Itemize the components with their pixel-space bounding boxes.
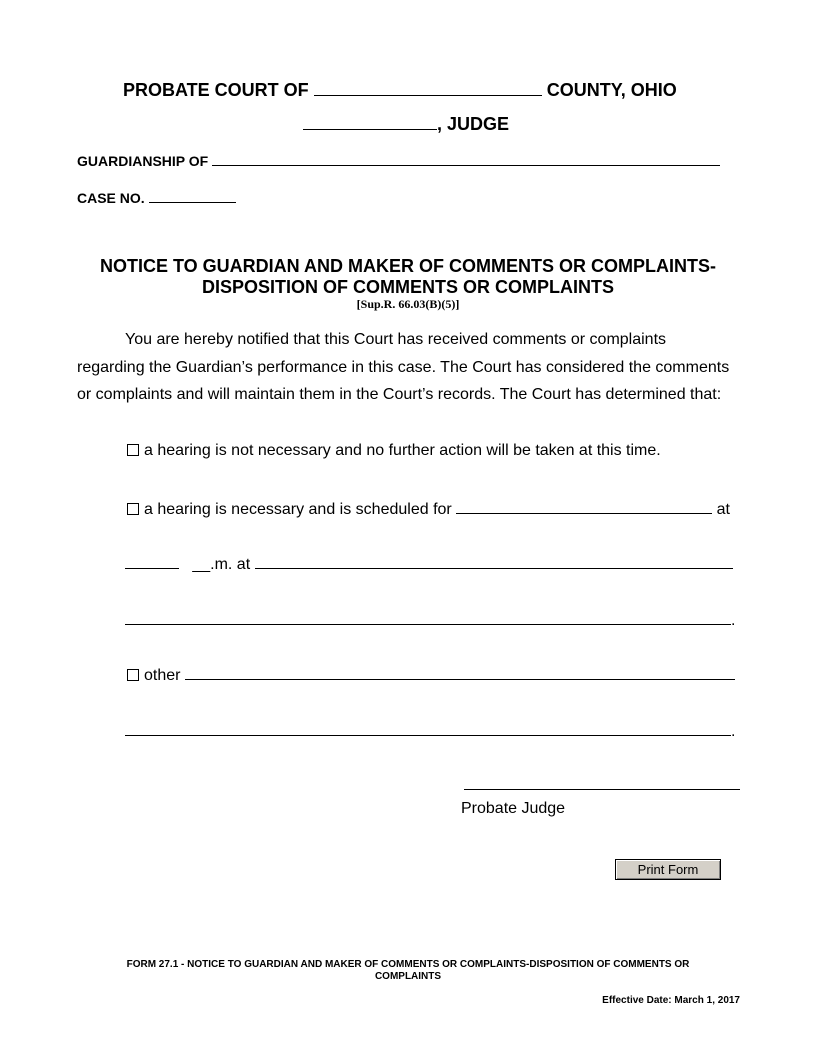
- other-line-2: [125, 719, 735, 741]
- court-suffix: COUNTY, OHIO: [546, 80, 677, 100]
- time-suffix: __.m. at: [192, 556, 251, 573]
- footer-form-line-2: COMPLAINTS: [374, 971, 442, 982]
- body-line-2: regarding the Guardian’s performance in this case. The Court has considered the comments: [77, 359, 730, 376]
- county-field[interactable]: [314, 77, 542, 96]
- hearing-checkbox[interactable]: [127, 503, 139, 515]
- guardianship-line: [77, 151, 720, 169]
- signature-label: Probate Judge: [461, 800, 566, 817]
- body-line-3: or complaints and will maintain them in the Court’s records. The Court has determined that:: [77, 386, 722, 403]
- other-field-2[interactable]: [125, 719, 731, 736]
- option-no-hearing: [127, 442, 661, 460]
- other-checkbox[interactable]: [127, 669, 139, 681]
- location-line-2: [125, 608, 735, 630]
- hearing-location-field-2[interactable]: [125, 608, 731, 625]
- footer-form-line-1: FORM 27.1 - NOTICE TO GUARDIAN AND MAKER OF COMMENTS OR COMPLAINTS-DISPOSITION OF COMMENTS OR: [126, 959, 690, 970]
- hearing-time-field[interactable]: [125, 552, 179, 569]
- court-prefix: PROBATE COURT OF: [123, 80, 309, 100]
- at-label: at: [716, 501, 730, 518]
- other-field[interactable]: [185, 663, 735, 680]
- time-line: [125, 552, 733, 574]
- option-hearing-label: a hearing is necessary and is scheduled for: [144, 501, 452, 518]
- case-line: [77, 188, 236, 206]
- no-hearing-checkbox[interactable]: [127, 444, 139, 456]
- option-hearing: [127, 497, 730, 519]
- judge-field[interactable]: [303, 111, 437, 130]
- case-label: CASE NO.: [77, 190, 145, 206]
- period: .: [731, 612, 736, 629]
- body-line-1: You are hereby notified that this Court has received comments or complaints: [125, 331, 667, 348]
- guardianship-label: GUARDIANSHIP OF: [77, 153, 209, 169]
- hearing-date-field[interactable]: [456, 497, 712, 514]
- period: .: [731, 723, 736, 740]
- option-no-hearing-label: a hearing is not necessary and no further action will be taken at this time.: [144, 442, 661, 459]
- guardianship-field[interactable]: [212, 151, 720, 166]
- court-line: [123, 77, 677, 101]
- signature-line[interactable]: [464, 789, 740, 790]
- option-other: [127, 663, 735, 685]
- effective-date: Effective Date: March 1, 2017: [602, 995, 740, 1006]
- citation: [Sup.R. 66.03(B)(5)]: [356, 297, 460, 311]
- judge-line: [303, 111, 509, 135]
- case-number-field[interactable]: [149, 188, 236, 203]
- title-line-1: NOTICE TO GUARDIAN AND MAKER OF COMMENTS OR COMPLAINTS-: [100, 256, 716, 276]
- title-line-2: DISPOSITION OF COMMENTS OR COMPLAINTS: [201, 277, 614, 297]
- hearing-location-field[interactable]: [255, 552, 733, 569]
- judge-suffix: , JUDGE: [437, 114, 510, 134]
- option-other-label: other: [144, 667, 181, 684]
- print-form-button[interactable]: Print Form: [615, 859, 721, 880]
